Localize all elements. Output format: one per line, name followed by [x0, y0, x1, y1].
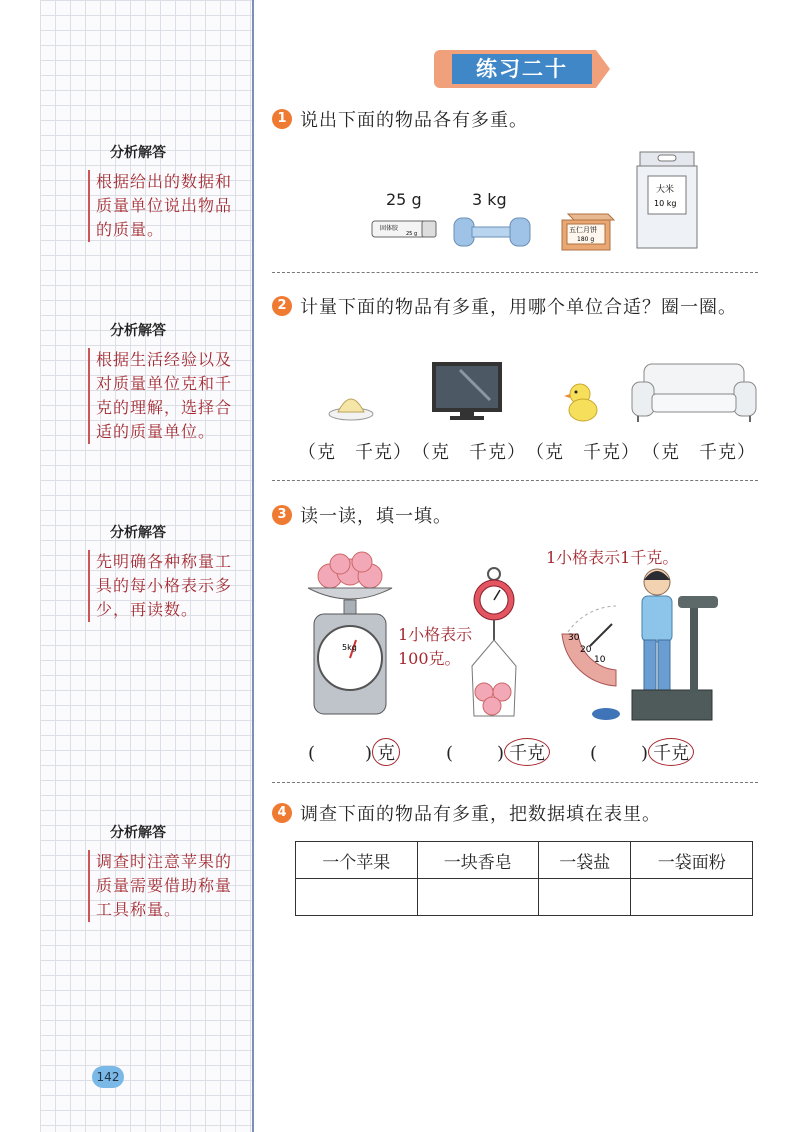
scale-note-2a: 1小格表示 [398, 625, 473, 644]
kitchen-scale-icon [300, 548, 400, 720]
scale-note-2b: 100克。 [398, 649, 461, 668]
question-2-text: 计量下面的物品有多重，用哪个单位合适？圈一圈。 [300, 297, 737, 318]
weight-survey-table [295, 841, 753, 916]
margin-divider [252, 0, 254, 1132]
analysis-note-1 [88, 142, 248, 242]
answer-cell-soap[interactable] [417, 879, 539, 916]
answer-3[interactable]: ( ) 千克 [590, 738, 694, 766]
exercise-title-banner [434, 50, 610, 88]
unit-choice-3[interactable]: （克 千克） [526, 442, 640, 463]
rice-bag-icon [634, 150, 700, 250]
question-3-text: 读一读，填一填。 [300, 506, 452, 527]
glue-stick-icon [370, 218, 440, 240]
header-salt: 一袋盐 [539, 842, 631, 879]
answer-cell-apple[interactable] [296, 879, 418, 916]
unit-choice-1[interactable]: （克 千克） [298, 442, 412, 463]
dumbbell-weight-label: 3 kg [472, 190, 507, 209]
header-soap: 一块香皂 [417, 842, 539, 879]
glue-sub: 25 g [406, 231, 418, 237]
bathroom-scale-boy-icon [560, 566, 730, 730]
header-flour: 一袋面粉 [631, 842, 753, 879]
note-heading: 分析解答 [110, 145, 166, 161]
glue-label: 固体胶 [380, 225, 399, 232]
unit-choice-2[interactable]: （克 千克） [412, 442, 526, 463]
bath-tick-20: 20 [580, 645, 592, 655]
mooncake-label: 五仁月饼 [569, 226, 597, 234]
bath-tick-30: 30 [568, 633, 580, 643]
rice-label: 大米 [656, 185, 675, 195]
note-body: 根据给出的数据和质量单位说出物品的质量。 [88, 170, 248, 242]
analysis-note-3 [88, 522, 248, 622]
answer-2[interactable]: ( ) 千克 [446, 738, 550, 766]
mooncake-box-icon [560, 208, 616, 252]
scale-note-3: 1小格表示1千克。 [546, 548, 679, 567]
chick-icon [562, 380, 602, 424]
question-number-3: 3 [272, 505, 292, 525]
note-heading: 分析解答 [110, 323, 166, 339]
analysis-note-2 [88, 320, 248, 444]
question-number-2: 2 [272, 296, 292, 316]
mooncake-sub: 180 g [577, 236, 595, 243]
unit-circle-3: 千克 [648, 738, 694, 766]
section-divider [272, 480, 758, 481]
sofa-icon [630, 360, 758, 424]
exercise-title: 练习二十 [452, 54, 592, 84]
question-1-text: 说出下面的物品各有多重。 [300, 110, 528, 131]
note-body: 先明确各种称量工具的每小格表示多少，再读数。 [88, 550, 248, 622]
glue-weight-label: 25 g [386, 190, 422, 209]
section-divider [272, 782, 758, 783]
dumpling-icon [326, 388, 376, 422]
note-body: 调查时注意苹果的质量需要借助称量工具称量。 [88, 850, 248, 922]
bath-tick-10: 10 [594, 655, 606, 665]
question-number-4: 4 [272, 803, 292, 823]
section-divider [272, 272, 758, 273]
unit-circle-1: 克 [372, 738, 400, 766]
table-row [296, 879, 753, 916]
tv-icon [430, 360, 504, 422]
answer-cell-flour[interactable] [631, 879, 753, 916]
note-body: 根据生活经验以及对质量单位克和千克的理解，选择合适的质量单位。 [88, 348, 248, 444]
rice-sub: 10 kg [654, 199, 677, 208]
answer-cell-salt[interactable] [539, 879, 631, 916]
unit-circle-2: 千克 [504, 738, 550, 766]
header-apple: 一个苹果 [296, 842, 418, 879]
analysis-note-4 [88, 822, 248, 922]
note-heading: 分析解答 [110, 825, 166, 841]
dial-label: 5kg [342, 643, 357, 652]
table-header-row [296, 842, 753, 879]
spring-scale-icon [464, 566, 528, 724]
note-heading: 分析解答 [110, 525, 166, 541]
question-4-text: 调查下面的物品有多重，把数据填在表里。 [300, 804, 661, 825]
unit-choice-4[interactable]: （克 千克） [642, 442, 756, 463]
page-number: 142 [92, 1066, 124, 1088]
answer-1[interactable]: ( ) 克 [308, 738, 400, 766]
dumbbell-icon [452, 214, 532, 250]
question-number-1: 1 [272, 109, 292, 129]
